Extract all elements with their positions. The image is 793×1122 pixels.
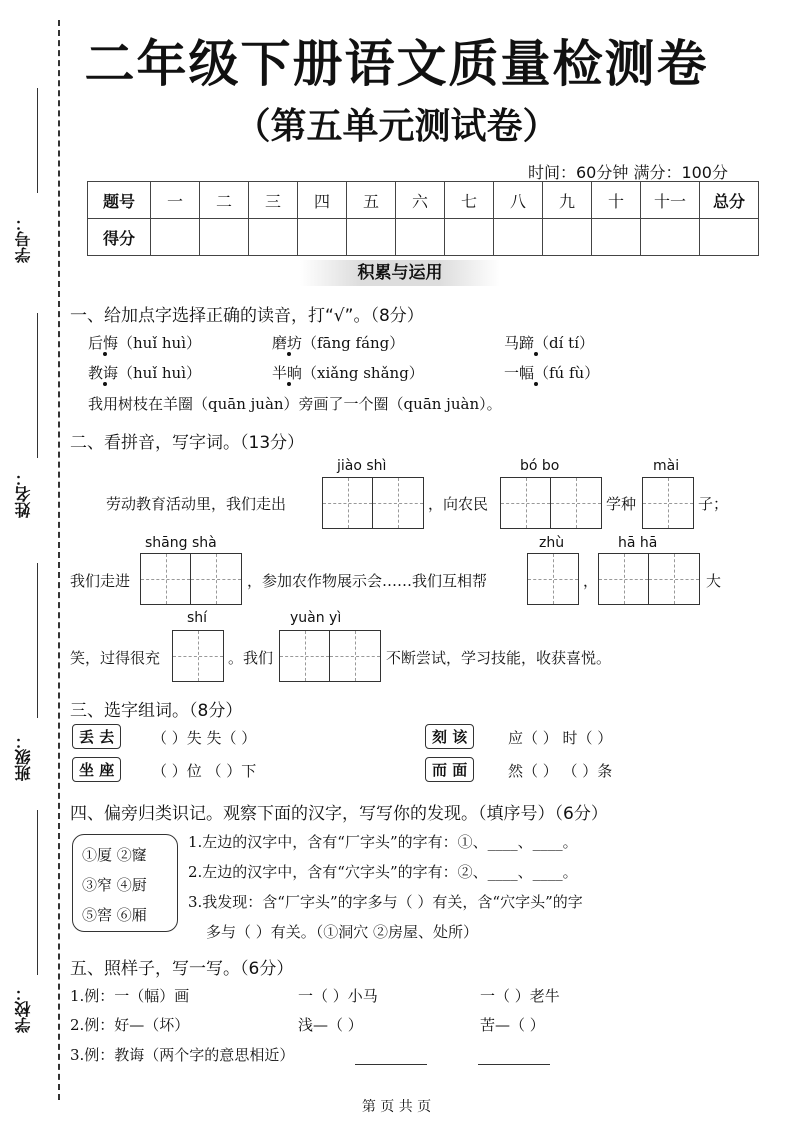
- score-table: [87, 181, 759, 256]
- score-row-label: 得分: [88, 219, 151, 256]
- q1-item[interactable]: 教诲（huǐ huì）: [88, 364, 202, 382]
- char-choice-box: 而 面: [425, 757, 474, 782]
- q2-text: 笑，过得很充: [70, 649, 161, 667]
- score-input[interactable]: [494, 219, 543, 256]
- q5-heading: 五、照样子，写一写。（6分）: [70, 959, 294, 979]
- q3-blank-line[interactable]: （ ）失 失（ ）: [152, 729, 257, 747]
- q5-example: 1.例：一（幅）画: [70, 987, 190, 1005]
- q5-blank[interactable]: 一（ ）小马: [298, 987, 378, 1005]
- score-input[interactable]: [298, 219, 347, 256]
- score-cell: 九: [543, 182, 592, 219]
- char-choice-box: 坐 座: [72, 757, 121, 782]
- score-input[interactable]: [396, 219, 445, 256]
- q2-text: 学种: [606, 495, 637, 513]
- score-input[interactable]: [700, 219, 759, 256]
- q1-item[interactable]: 磨坊（fāng fáng）: [272, 334, 405, 352]
- score-input[interactable]: [249, 219, 298, 256]
- emphasis-dot: [103, 382, 107, 386]
- score-cell: 二: [200, 182, 249, 219]
- q1-item[interactable]: 后悔（huǐ huì）: [88, 334, 202, 352]
- q3-blank-line[interactable]: 然（ ） （ ）条: [508, 762, 613, 780]
- q4-heading: 四、偏旁归类识记。观察下面的汉字，写写你的发现。（填序号）（6分）: [70, 804, 608, 824]
- write-grid[interactable]: [140, 553, 242, 605]
- q1-item[interactable]: 半晌（xiǎng shǎng）: [272, 364, 424, 382]
- page-subtitle: （第五单元测试卷）: [234, 106, 559, 147]
- q3-blank-line[interactable]: （ ）位 （ ）下: [152, 762, 257, 780]
- class-label: 班级：: [14, 733, 33, 781]
- write-grid[interactable]: [322, 477, 424, 529]
- name-line: [37, 313, 38, 458]
- char-group-row: ①厦 ②窿: [82, 846, 147, 864]
- score-cell: 总分: [700, 182, 759, 219]
- q3-blank-line[interactable]: 应（ ） 时（ ）: [508, 729, 613, 747]
- score-cell: 三: [249, 182, 298, 219]
- score-cell: 五: [347, 182, 396, 219]
- score-cell: 十: [592, 182, 641, 219]
- q5-blank[interactable]: 一（ ）老牛: [480, 987, 560, 1005]
- q2-text: ，: [583, 572, 599, 590]
- pinyin-label: shāng shà: [145, 535, 217, 551]
- q2-text: 我们走进: [70, 572, 131, 590]
- emphasis-dot: [103, 352, 107, 356]
- q2-text: ，参加农作物展示会……我们互相帮: [247, 572, 488, 590]
- score-cell: 十一: [641, 182, 700, 219]
- score-input[interactable]: [347, 219, 396, 256]
- char-choice-box: 丢 去: [72, 724, 121, 749]
- q2-text: 大: [706, 572, 722, 590]
- score-cell: 七: [445, 182, 494, 219]
- q2-heading: 二、看拼音，写字词。（13分）: [70, 433, 305, 453]
- emphasis-dot: [287, 382, 291, 386]
- write-grid[interactable]: [527, 553, 579, 605]
- school-line: [37, 810, 38, 975]
- score-header-row: [88, 182, 759, 219]
- q3-heading: 三、选字组词。（8分）: [70, 701, 243, 721]
- pinyin-label: zhù: [539, 535, 565, 551]
- write-grid[interactable]: [279, 630, 381, 682]
- pinyin-label: bó bo: [520, 458, 560, 474]
- score-cell: 八: [494, 182, 543, 219]
- write-grid[interactable]: [642, 477, 694, 529]
- q2-text: 子；: [698, 495, 729, 513]
- page-footer: 第 页 共 页: [361, 1099, 432, 1115]
- q5-blank[interactable]: 苦—（ ）: [480, 1016, 545, 1034]
- binding-dashed-line: [58, 20, 60, 1100]
- score-value-row: [88, 219, 759, 256]
- q1-item[interactable]: 一幅（fú fù）: [504, 364, 600, 382]
- q1-heading: 一、给加点字选择正确的读音，打“√”。（8分）: [70, 306, 424, 326]
- score-input[interactable]: [151, 219, 200, 256]
- q5-example: 2.例：好—（坏）: [70, 1016, 190, 1034]
- emphasis-dot: [534, 352, 538, 356]
- char-group-row: ⑤窖 ⑥厢: [82, 906, 147, 924]
- score-cell: 题号: [88, 182, 151, 219]
- score-input[interactable]: [592, 219, 641, 256]
- emphasis-dot: [534, 382, 538, 386]
- q2-text: ，向农民: [428, 495, 489, 513]
- score-cell: 四: [298, 182, 347, 219]
- q5-blank[interactable]: 浅—（ ）: [298, 1016, 363, 1034]
- class-line: [37, 563, 38, 718]
- page-title: 二年级下册语文质量检测卷: [84, 35, 709, 93]
- emphasis-dot: [287, 352, 291, 356]
- answer-line[interactable]: [478, 1064, 550, 1065]
- score-input[interactable]: [200, 219, 249, 256]
- pinyin-label: mài: [653, 458, 680, 474]
- q4-item[interactable]: 3.我发现：含“厂字头”的字多与（ ）有关，含“穴字头”的字: [188, 893, 583, 911]
- pinyin-label: jiào shì: [337, 458, 387, 474]
- score-input[interactable]: [445, 219, 494, 256]
- q4-item[interactable]: 2.左边的汉字中，含有“穴字头”的字有：②、____、____。: [188, 863, 578, 881]
- score-cell: 六: [396, 182, 445, 219]
- score-input[interactable]: [641, 219, 700, 256]
- q5-example: 3.例：教诲（两个字的意思相近）: [70, 1046, 295, 1064]
- score-cell: 一: [151, 182, 200, 219]
- score-input[interactable]: [543, 219, 592, 256]
- pinyin-label: yuàn yì: [290, 610, 342, 626]
- q1-item[interactable]: 马蹄（dí tí）: [504, 334, 594, 352]
- q2-text: 劳动教育活动里，我们走出: [106, 495, 287, 513]
- write-grid[interactable]: [172, 630, 224, 682]
- pinyin-label: hā hā: [618, 535, 658, 551]
- student-id-label: 学号：: [14, 215, 33, 263]
- pinyin-label: shí: [187, 610, 208, 626]
- q1-item[interactable]: 我用树枝在羊圈（quān juàn）旁画了一个圈（quān juàn）。: [88, 395, 502, 413]
- char-choice-box: 刻 该: [425, 724, 474, 749]
- write-grid[interactable]: [598, 553, 700, 605]
- q4-item[interactable]: 多与（ ）有关。（①洞穴 ②房屋、处所）: [206, 923, 479, 941]
- q2-text: 不断尝试，学习技能，收获喜悦。: [386, 649, 612, 667]
- write-grid[interactable]: [500, 477, 602, 529]
- school-label: 学校：: [14, 985, 33, 1033]
- q2-text: 。我们: [228, 649, 274, 667]
- name-label: 姓名：: [14, 470, 33, 518]
- answer-line[interactable]: [355, 1064, 427, 1065]
- section-banner: 积累与运用: [300, 260, 500, 286]
- q4-item[interactable]: 1.左边的汉字中，含有“厂字头”的字有：①、____、____。: [188, 833, 578, 851]
- exam-meta: 时间：60分钟 满分：100分: [528, 163, 728, 182]
- char-group-row: ③窄 ④厨: [82, 876, 147, 894]
